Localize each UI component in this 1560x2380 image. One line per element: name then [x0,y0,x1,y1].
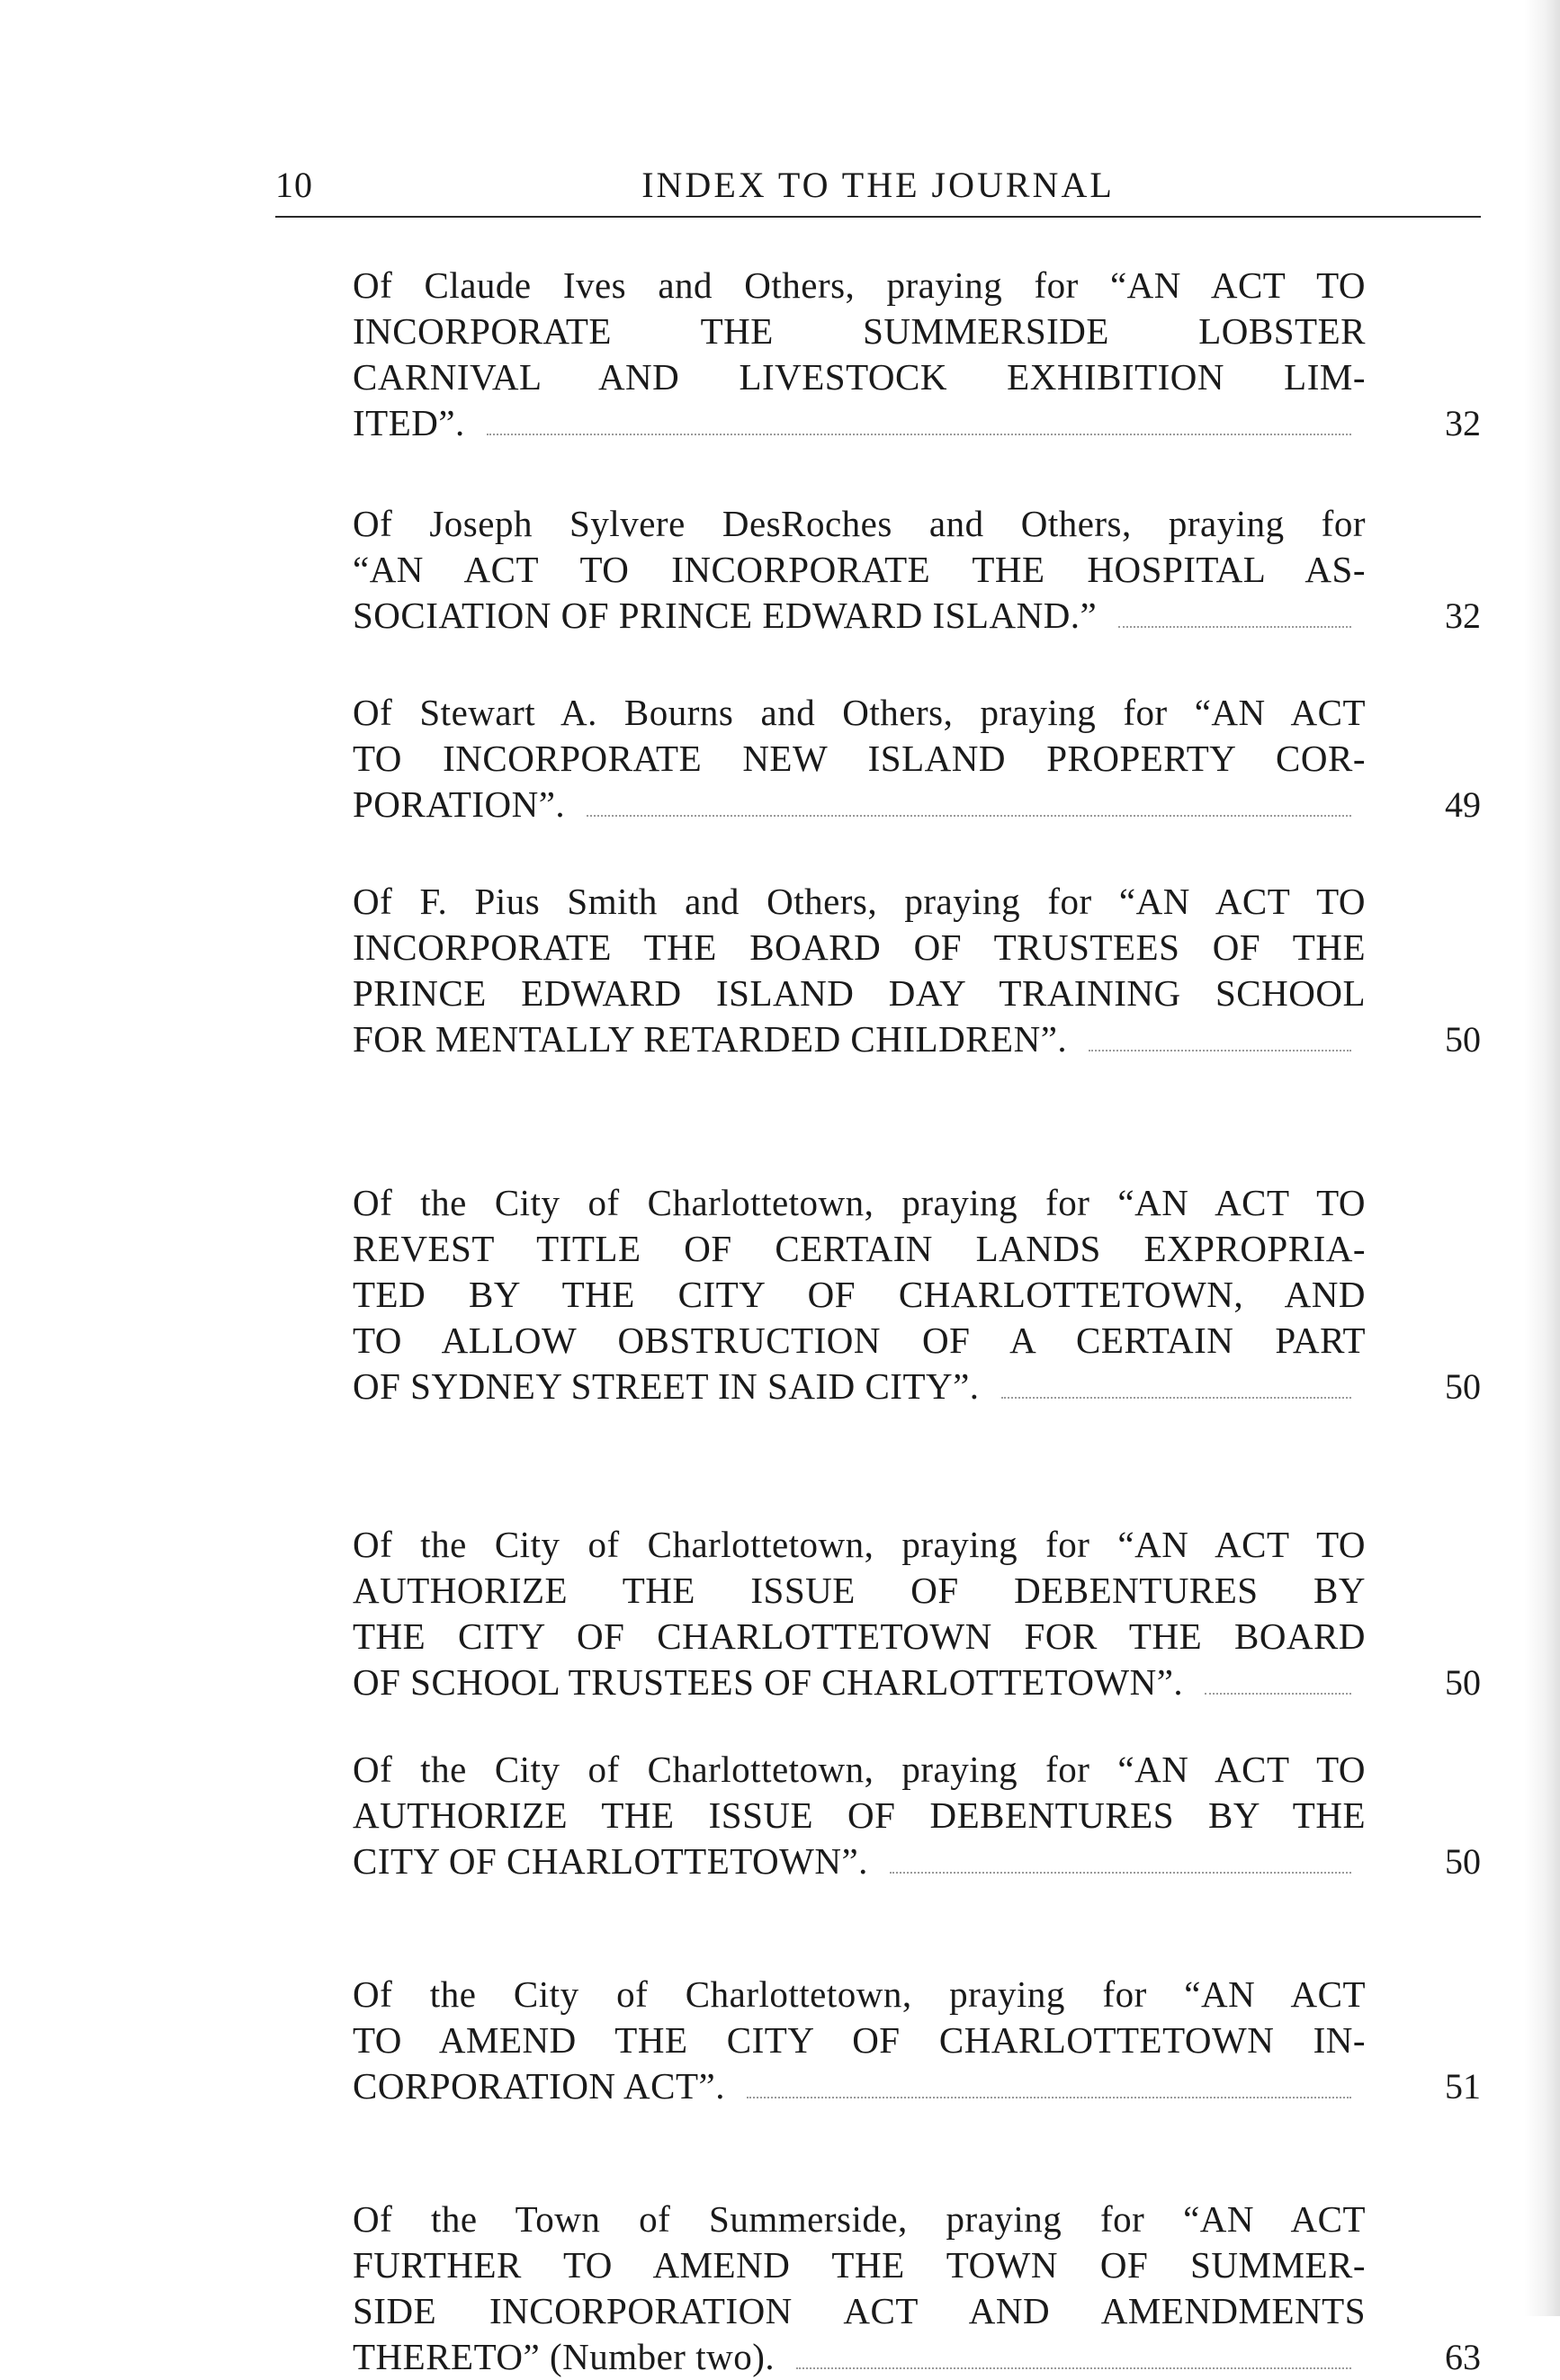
entry-line: Of the City of Charlottetown, praying for “AN ACT TO [353,1749,1366,1790]
entry-line: THERETO” (Number two). [353,2334,1366,2380]
index-entry [353,2197,1481,2380]
dot-leader [796,2367,1351,2369]
entry-page-number: 63 [1445,2337,1481,2377]
index-entry [353,1972,1481,2109]
entry-text [353,1972,1366,2109]
entry-line: Of Claude Ives and Others, praying for “AN ACT TO [353,264,1366,306]
entry-line: Of the City of Charlottetown, praying for “AN ACT TO [353,1524,1366,1565]
entry-line: CITY OF CHARLOTTETOWN”. [353,1839,1366,1884]
entry-page-number: 49 [1445,784,1481,825]
entry-line: ITED”. [353,400,1366,446]
dot-leader [1089,1050,1351,1051]
entry-page-number: 51 [1445,2066,1481,2107]
dot-leader [487,434,1351,435]
dot-leader [1001,1397,1351,1399]
entry-text [353,501,1366,639]
entry-page-number: 50 [1445,1019,1481,1060]
index-entry [353,1180,1481,1409]
index-entry [353,690,1481,828]
header-rule [275,216,1481,218]
index-entry [353,1522,1481,1705]
entry-page-number: 32 [1445,595,1481,636]
entry-line: THE CITY OF CHARLOTTETOWN FOR THE BOARD [353,1615,1366,1657]
entry-line: TO ALLOW OBSTRUCTION OF A CERTAIN PART [353,1320,1366,1361]
entry-line: OF SYDNEY STREET IN SAID CITY”. [353,1364,1366,1409]
entry-line: FURTHER TO AMEND THE TOWN OF SUMMER- [353,2244,1366,2286]
entry-line: PRINCE EDWARD ISLAND DAY TRAINING SCHOOL [353,972,1366,1014]
entry-page-number: 50 [1445,1841,1481,1882]
entry-text [353,1180,1366,1409]
entry-page-number: 50 [1445,1662,1481,1703]
entry-line: REVEST TITLE OF CERTAIN LANDS EXPROPRIA- [353,1228,1366,1269]
entry-line: INCORPORATE THE BOARD OF TRUSTEES OF THE [353,926,1366,968]
entry-line: Of Stewart A. Bourns and Others, praying for “AN ACT [353,692,1366,733]
entry-line: Of Joseph Sylvere DesRoches and Others, praying for [353,503,1366,544]
dot-leader [890,1872,1351,1874]
entry-line: TED BY THE CITY OF CHARLOTTETOWN, AND [353,1274,1366,1315]
entry-line: Of the Town of Summerside, praying for “AN ACT [353,2198,1366,2240]
page-number: 10 [275,165,313,205]
entry-text [353,879,1366,1062]
entry-line: OF SCHOOL TRUSTEES OF CHARLOTTETOWN”. [353,1660,1366,1705]
entry-line: SOCIATION OF PRINCE EDWARD ISLAND.” [353,593,1366,639]
entry-line: Of the City of Charlottetown, praying for “AN ACT TO [353,1182,1366,1223]
entry-text [353,2197,1366,2380]
index-entry [353,1747,1481,1884]
entry-line: Of F. Pius Smith and Others, praying for “AN ACT TO [353,881,1366,922]
entry-line: FOR MENTALLY RETARDED CHILDREN”. [353,1016,1366,1062]
entry-page-number: 50 [1445,1366,1481,1407]
index-entry [353,879,1481,1062]
entry-line: SIDE INCORPORATION ACT AND AMENDMENTS [353,2290,1366,2331]
page-edge-shadow [1524,0,1560,2316]
entry-line: INCORPORATE THE SUMMERSIDE LOBSTER [353,310,1366,352]
page-header [275,160,1481,210]
entry-text [353,690,1366,828]
entry-line: CORPORATION ACT”. [353,2063,1366,2109]
entry-line: TO INCORPORATE NEW ISLAND PROPERTY COR- [353,738,1366,779]
entry-line: AUTHORIZE THE ISSUE OF DEBENTURES BY [353,1570,1366,1611]
dot-leader [587,815,1351,817]
dot-leader [1118,626,1351,628]
entry-line: “AN ACT TO INCORPORATE THE HOSPITAL AS- [353,549,1366,590]
entry-text [353,263,1366,446]
entry-line: AUTHORIZE THE ISSUE OF DEBENTURES BY THE [353,1794,1366,1836]
entry-page-number: 32 [1445,403,1481,443]
entry-text [353,1522,1366,1705]
entry-line: PORATION”. [353,782,1366,828]
running-head-title: INDEX TO THE JOURNAL [641,165,1115,205]
dot-leader [747,2097,1351,2098]
entry-line: CARNIVAL AND LIVESTOCK EXHIBITION LIM- [353,356,1366,398]
dot-leader [1205,1693,1351,1695]
index-entry [353,263,1481,446]
entry-line: Of the City of Charlottetown, praying for “AN ACT [353,1973,1366,2015]
index-entry [353,501,1481,639]
entry-line: TO AMEND THE CITY OF CHARLOTTETOWN IN- [353,2019,1366,2061]
entry-text [353,1747,1366,1884]
